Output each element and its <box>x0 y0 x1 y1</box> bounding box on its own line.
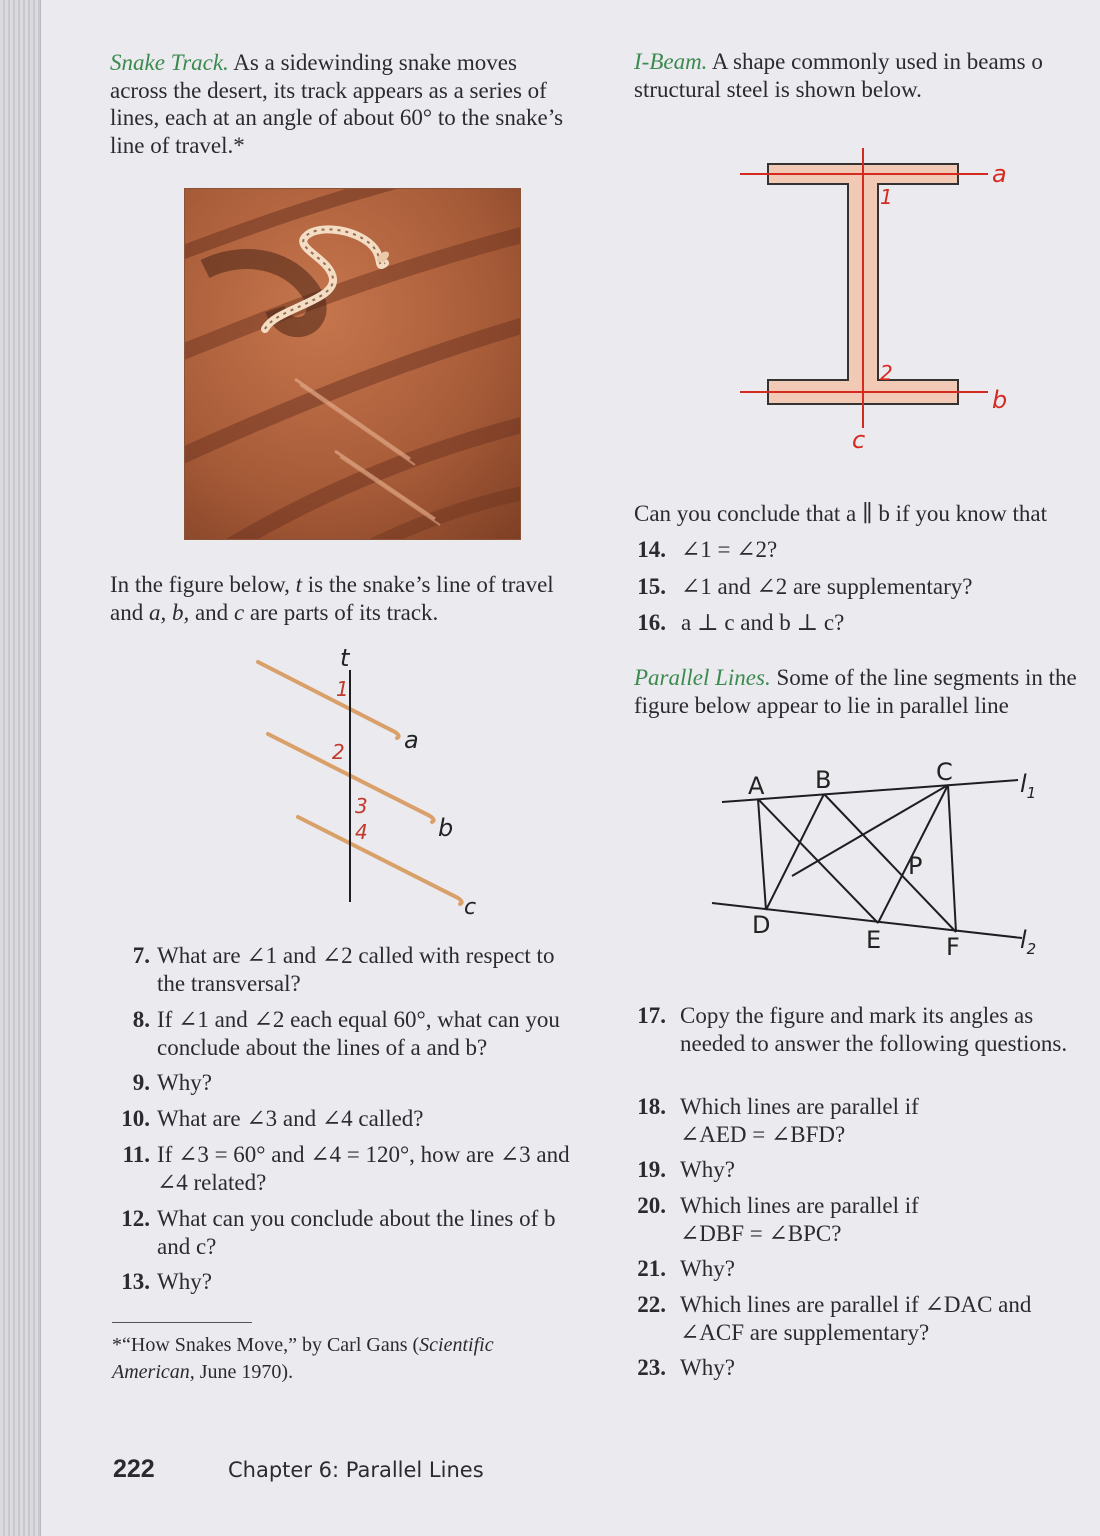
question-number: 10. <box>121 1106 150 1131</box>
label-a: a <box>404 726 419 754</box>
question-text: If ∠3 = 60° and ∠4 = 120°, how are ∠3 and ∠4 related? <box>157 1142 570 1195</box>
figure-intro-t: t <box>295 572 303 597</box>
question-23 <box>634 1354 1094 1382</box>
segment-BF <box>824 794 956 932</box>
question-number: 18. <box>637 1094 666 1119</box>
point-label-F: F <box>946 933 960 961</box>
line-label-l2-letter: l <box>1020 926 1027 954</box>
footnote-rule <box>112 1322 252 1323</box>
book-binding <box>0 0 41 1536</box>
question-number: 16. <box>637 610 666 635</box>
question-14 <box>634 536 1094 564</box>
question-17 <box>634 1002 1094 1086</box>
point-label-A: A <box>748 772 765 800</box>
snake-photo-art <box>185 189 520 539</box>
figure-intro-text-3: and <box>189 599 234 625</box>
ibeam-paragraph <box>634 48 1100 103</box>
question-9 <box>110 1069 590 1097</box>
figure-intro-text-1: In the figure below, <box>110 572 296 597</box>
point-label-B: B <box>815 766 832 794</box>
label-angle-3: 3 <box>355 794 368 818</box>
question-number: 9. <box>132 1070 150 1095</box>
question-20 <box>634 1192 1094 1248</box>
snake-track-paragraph <box>110 49 580 159</box>
question-number: 13. <box>121 1269 150 1294</box>
question-number: 15. <box>637 574 666 599</box>
figure-intro-text-4: are parts of its track. <box>244 599 439 625</box>
line-label-l2-subscript: 2 <box>1026 940 1037 958</box>
ibeam-label-a: a <box>992 160 1007 188</box>
parallel-lines-figure <box>700 750 1060 965</box>
ibeam-text: A shape commonly used in beams o structural steel is shown below. <box>634 49 1043 102</box>
ibeam-prompt: Can you conclude that a ∥ b if you know that <box>634 501 1048 526</box>
question-text: ∠1 and ∠2 are supplementary? <box>681 574 973 599</box>
question-text: Why? <box>680 1355 735 1380</box>
question-text: Copy the figure and mark its angles as needed to answer the following questions. <box>680 1003 1068 1056</box>
question-number: 14. <box>637 537 666 562</box>
line-l1 <box>722 780 1018 802</box>
label-angle-1: 1 <box>336 677 349 701</box>
label-t: t <box>340 644 350 672</box>
footnote-prefix: *“How Snakes Move,” by Carl Gans ( <box>112 1334 420 1356</box>
question-number: 11. <box>122 1142 150 1167</box>
segment-AD <box>758 799 766 910</box>
question-text: Which lines are parallel if ∠AED = ∠BFD? <box>680 1094 919 1147</box>
question-number: 21. <box>637 1256 666 1281</box>
question-number: 22. <box>637 1292 666 1317</box>
question-11 <box>110 1141 590 1197</box>
track-lines <box>258 662 462 904</box>
question-number: 8. <box>132 1007 150 1032</box>
question-number: 20. <box>637 1193 666 1218</box>
question-text: Why? <box>680 1157 735 1182</box>
footnote-suffix: June 1970). <box>194 1361 294 1383</box>
question-number: 12. <box>121 1206 150 1231</box>
snake-track-text: As a sidewinding snake moves across the desert, its track appears as a series of lines, each at an angle of about 60° to the snake’s line of travel.* <box>110 50 564 158</box>
figure-intro-c: c <box>233 599 245 625</box>
page-number: 222 <box>113 1455 155 1483</box>
question-text: What can you conclude about the lines of b and c? <box>157 1206 556 1259</box>
question-text: Why? <box>157 1269 212 1294</box>
point-label-D: D <box>752 911 771 939</box>
question-18 <box>634 1093 1094 1149</box>
sidewinder-snake-photo <box>184 188 521 540</box>
figure-intro-abc: a, b, <box>148 599 190 625</box>
question-text: Why? <box>680 1256 735 1281</box>
question-19 <box>634 1156 1094 1184</box>
parallel-lines-text: Some of the line segments in the figure below appear to lie in parallel line <box>634 665 1077 718</box>
footnote <box>112 1332 572 1386</box>
point-label-C: C <box>936 758 953 786</box>
line-label-l2 <box>1020 926 1036 958</box>
question-text: ∠1 = ∠2? <box>681 537 778 562</box>
label-b: b <box>438 814 454 842</box>
ibeam-label-angle-1: 1 <box>880 185 893 209</box>
question-16 <box>634 609 1094 637</box>
ibeam-figure <box>730 140 1030 460</box>
track-line-a <box>258 662 399 738</box>
ibeam-label-c: c <box>852 426 866 454</box>
question-12 <box>110 1205 590 1261</box>
chapter-title: Chapter 6: Parallel Lines <box>228 1458 484 1482</box>
question-number: 19. <box>637 1157 666 1182</box>
question-10 <box>110 1105 590 1133</box>
line-label-l1 <box>1020 770 1036 802</box>
question-text: a ⊥ c and b ⊥ c? <box>681 610 845 635</box>
question-text: What are ∠3 and ∠4 called? <box>157 1106 424 1131</box>
question-text: Why? <box>157 1070 212 1095</box>
ibeam-title: I-Beam. <box>634 49 708 74</box>
snake-track-title: Snake Track. <box>110 50 229 75</box>
question-text: Which lines are parallel if ∠DBF = ∠BPC? <box>680 1193 919 1246</box>
question-number: 23. <box>637 1355 666 1380</box>
figure-intro-text-2: is the snake’s line of travel and <box>110 572 554 625</box>
line-label-l1-letter: l <box>1020 770 1027 798</box>
label-angle-2: 2 <box>332 740 345 764</box>
question-21 <box>634 1255 1094 1283</box>
question-text: If ∠1 and ∠2 each equal 60°, what can you conclude about the lines of a and b? <box>157 1007 560 1060</box>
question-8 <box>110 1006 590 1062</box>
label-c: c <box>464 895 477 920</box>
segment-BD <box>766 794 824 910</box>
segment-CF <box>948 785 956 932</box>
question-15 <box>634 573 1094 601</box>
question-13 <box>110 1268 590 1296</box>
snake-track-figure <box>240 640 500 920</box>
question-text: Which lines are parallel if ∠DAC and ∠ACF are supplementary? <box>680 1292 1032 1345</box>
figure-intro-paragraph <box>110 571 560 626</box>
line-label-l1-subscript: 1 <box>1026 784 1037 802</box>
question-number: 7. <box>132 943 150 968</box>
question-text: What are ∠1 and ∠2 called with respect to the transversal? <box>157 943 555 996</box>
ibeam-label-b: b <box>992 386 1008 414</box>
point-label-P: P <box>908 852 923 880</box>
point-label-E: E <box>866 926 882 954</box>
question-22 <box>634 1291 1094 1347</box>
ibeam-label-angle-2: 2 <box>880 361 893 385</box>
question-7 <box>110 942 590 998</box>
footnote-journal: Scientific American, <box>112 1334 494 1383</box>
question-number: 17. <box>637 1003 666 1028</box>
parallel-lines-paragraph <box>634 664 1100 719</box>
parallel-lines-title: Parallel Lines. <box>634 665 771 690</box>
label-angle-4: 4 <box>355 820 368 844</box>
